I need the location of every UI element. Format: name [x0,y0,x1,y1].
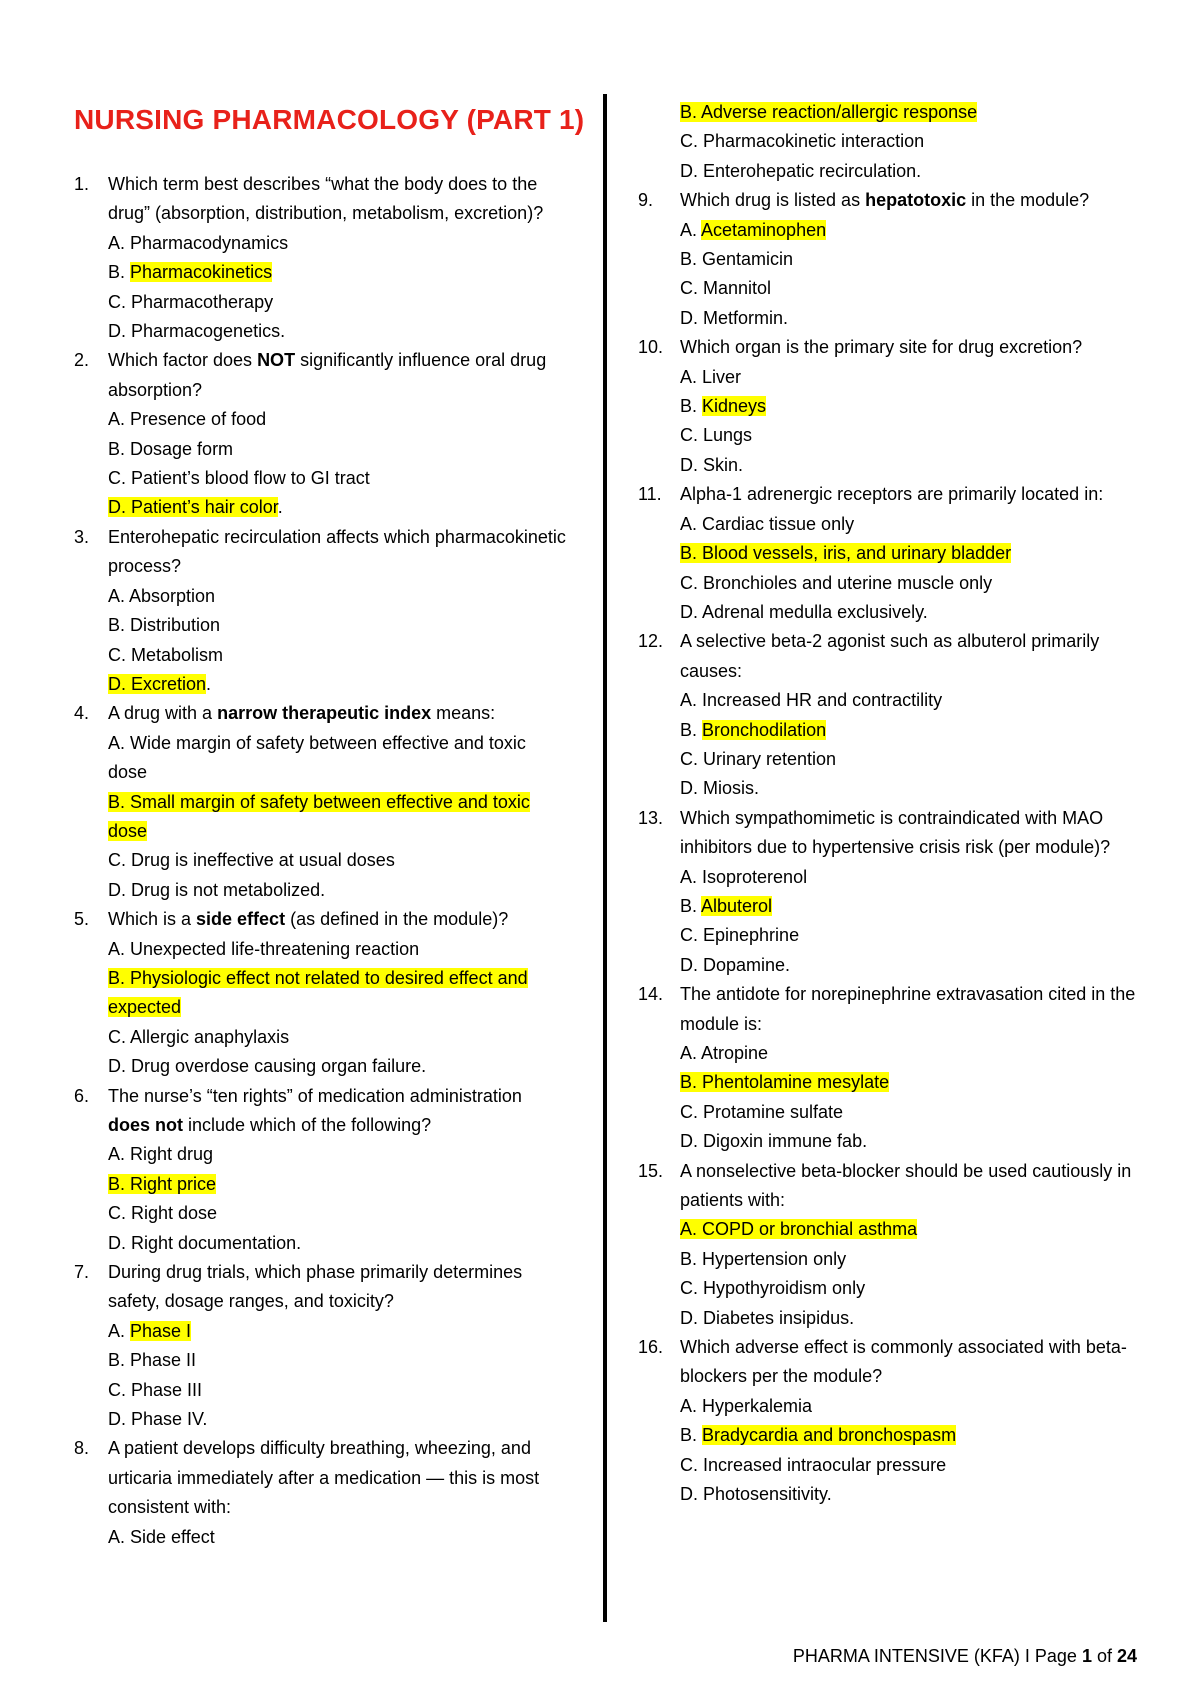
question-item [74,346,566,522]
option-text: D. Digoxin immune fab. [680,1131,868,1152]
stem-text: A nonselective beta-blocker should be used cautiously in patients with: [680,1160,1132,1211]
stem-emphasis: side effect [196,909,286,930]
question-list-left [74,170,566,1552]
answer-option [108,670,566,699]
option-text: C. Metabolism [108,644,224,665]
option-text: A. Pharmacodynamics [108,232,289,253]
option-text: B. [680,719,703,740]
stem-emphasis: narrow therapeutic index [217,703,432,724]
stem-text: include which of the following? [183,1115,432,1135]
option-text: B. Dosage form [108,438,234,459]
question-stem [108,523,566,582]
question-item [74,170,566,346]
option-text: D. Metformin. [680,307,789,328]
question-item [74,699,566,905]
question-stem [108,1258,566,1317]
answer-option [108,288,566,317]
option-text: C. Increased intraocular pressure [680,1454,947,1475]
answer-option [680,951,1144,980]
question-item [638,186,1144,333]
option-text: C. Allergic anaphylaxis [108,1026,290,1047]
option-text: A. Unexpected life-threatening reaction [108,938,420,959]
question-number: 5. [74,909,90,930]
column-divider [603,94,607,1622]
answer-option [108,1170,566,1199]
answer-option [108,846,566,875]
question-stem [680,804,1144,863]
correct-answer-highlight: Albuterol [701,895,773,916]
answer-option [680,1421,1144,1450]
option-text: A. Wide margin of safety between effective and toxic dose [108,732,526,783]
answer-option [680,127,1144,156]
correct-answer-highlight: B. Right price [108,1173,217,1194]
correct-answer-highlight: Bradycardia and bronchospasm [702,1425,957,1446]
footer-page-total: 24 [1116,1646,1137,1666]
question-stem [108,1434,566,1522]
stem-text: A selective beta-2 agonist such as albuterol primarily causes: [680,631,1100,681]
answer-option [680,686,1144,715]
correct-answer-highlight: Kidneys [702,396,767,417]
question-number: 7. [74,1262,90,1283]
answer-option [680,451,1144,480]
answer-option [680,1304,1144,1333]
answer-option [108,405,566,434]
continued-options [680,98,1144,186]
stem-text: Which sympathomimetic is contraindicated with MAO inhibitors due to hypertensive crisis risk (per module)? [680,807,1111,858]
question-number: 1. [74,174,90,194]
question-number: 9. [638,190,654,211]
correct-answer-highlight: B. Phentolamine mesylate [680,1072,890,1093]
question-number: 13. [638,807,664,828]
option-text: D. Adrenal medulla exclusively. [680,601,928,622]
answer-option [108,464,566,493]
answer-option [108,876,566,905]
correct-answer-highlight: Acetaminophen [701,219,827,240]
answer-option [108,435,566,464]
answer-option [680,274,1144,303]
answer-option [108,935,566,964]
answer-option [108,1140,566,1169]
answer-option [680,1068,1144,1097]
answer-option [680,421,1144,450]
stem-text: Which adverse effect is commonly associated with beta-blockers per the module? [680,1337,1127,1387]
option-text: A. Isoproterenol [680,866,808,887]
question-item [638,333,1144,480]
answer-option [108,1023,566,1052]
question-item [638,480,1144,627]
answer-option [680,745,1144,774]
question-number: 12. [638,631,664,652]
question-list-right [638,186,1144,1509]
option-text: C. Phase III [108,1379,203,1400]
stem-text: During drug trials, which phase primarily determines safety, dosage ranges, and toxicity? [108,1262,523,1312]
answer-option [680,1392,1144,1421]
option-text: A. Atropine [680,1043,769,1063]
page-title: NURSING PHARMACOLOGY (PART 1) [74,104,585,135]
stem-text: A drug with a [108,703,218,724]
option-text: A. Liver [680,366,742,387]
question-stem [680,627,1144,686]
answer-option [108,1052,566,1081]
question-stem [680,186,1144,215]
question-stem [108,699,566,728]
option-text: D. Dopamine. [680,954,791,975]
question-stem [108,346,566,405]
option-text: B. Gentamicin [680,249,794,270]
stem-text: Enterohepatic recirculation affects which pharmacokinetic process? [108,526,566,577]
option-text: D. Miosis. [680,778,760,799]
answer-option [108,641,566,670]
option-text: A. Cardiac tissue only [680,513,855,534]
stem-text: Which is a [108,909,197,930]
answer-option [680,1098,1144,1127]
option-text: C. Mannitol [680,278,772,299]
question-number: 4. [74,703,90,724]
correct-answer-highlight: B. Adverse reaction/allergic response [680,102,978,122]
question-stem [108,170,566,229]
stem-text: Which drug is listed as [680,190,866,211]
option-text: A. [108,1320,131,1341]
answer-option [680,363,1144,392]
stem-text: A patient develops difficulty breathing, wheezing, and urticaria immediately after a medication — this is most consistent with: [108,1438,540,1518]
correct-answer-highlight: Phase I [130,1320,192,1341]
correct-answer-highlight: B. Small margin of safety between effective and toxic dose [108,791,530,841]
footer-prefix: PHARMA INTENSIVE (KFA) I Page [792,1646,1082,1666]
answer-option [108,1199,566,1228]
question-number: 2. [74,350,90,371]
question-item [638,1157,1144,1333]
footer-page-number: 1 [1081,1646,1092,1666]
stem-emphasis: hepatotoxic [865,190,967,211]
option-text: C. Patient’s blood flow to GI tract [108,468,370,489]
option-text: C. Pharmacokinetic interaction [680,131,925,152]
question-item [74,1434,566,1552]
option-text: C. Bronchioles and uterine muscle only [680,572,993,593]
answer-option [680,1127,1144,1156]
question-item [74,1258,566,1434]
question-stem [680,1157,1144,1216]
option-text: A. Side effect [108,1526,215,1547]
left-column [74,170,566,1552]
question-number: 6. [74,1085,90,1106]
question-stem [108,905,566,934]
stem-emphasis: NOT [257,350,296,371]
stem-text: Which term best describes “what the body does to the drug” (absorption, distribution, metabolism, excretion)? [108,174,544,224]
option-text: A. Hyperkalemia [680,1395,813,1416]
answer-option [680,598,1144,627]
answer-option [108,1317,566,1346]
answer-option [680,392,1144,421]
stem-text: means: [431,703,496,724]
answer-option [108,1376,566,1405]
question-stem [108,1082,566,1141]
stem-text: The antidote for norepinephrine extravasation cited in the module is: [680,984,1136,1034]
question-item [74,1082,566,1258]
option-text: B. [108,262,131,283]
right-column [638,98,1144,1510]
answer-option [108,788,566,847]
correct-answer-highlight: B. Blood vessels, iris, and urinary bladder [680,543,1012,564]
correct-answer-highlight: D. Patient’s hair color [108,497,278,518]
answer-option [108,229,566,258]
correct-answer-highlight: B. Physiologic effect not related to desired effect and expected [108,967,528,1018]
option-text: B. [680,895,702,916]
question-stem [680,333,1144,362]
option-text: C. Drug is ineffective at usual doses [108,850,395,871]
question-stem [680,1333,1144,1392]
stem-text: significantly influence oral drug absorption? [108,350,547,400]
stem-text: Which organ is the primary site for drug excretion? [680,337,1083,358]
question-number: 11. [638,484,662,505]
question-stem [680,480,1144,509]
option-text: D. Photosensitivity. [680,1484,832,1505]
answer-option [680,1480,1144,1509]
option-text: C. Protamine sulfate [680,1101,844,1122]
answer-option [108,493,566,522]
option-text: D. Enterohepatic recirculation. [680,160,922,181]
correct-answer-highlight: Bronchodilation [702,719,827,740]
answer-option [680,863,1144,892]
question-number: 10. [638,337,664,358]
option-text: C. Hypothyroidism only [680,1278,866,1299]
option-text: A. Increased HR and contractility [680,690,943,711]
correct-answer-highlight: D. Excretion [108,673,207,694]
stem-text: The nurse’s “ten rights” of medication administration [108,1085,522,1106]
correct-answer-highlight: Pharmacokinetics [130,262,273,283]
question-stem [680,980,1144,1039]
question-number: 3. [74,526,90,547]
option-text: D. Right documentation. [108,1232,302,1253]
answer-option [680,1451,1144,1480]
answer-option [108,258,566,287]
answer-option [680,1274,1144,1303]
answer-option [680,539,1144,568]
option-tail: . [206,673,212,694]
question-item [638,980,1144,1156]
option-text: A. [680,219,702,240]
answer-option [680,304,1144,333]
option-text: B. Hypertension only [680,1248,847,1269]
correct-answer-highlight: A. COPD or bronchial asthma [680,1219,918,1240]
question-item [74,523,566,699]
answer-option [680,157,1144,186]
question-number: 14. [638,984,664,1005]
answer-option [680,569,1144,598]
option-tail: . [277,497,283,518]
answer-option [680,1215,1144,1244]
answer-option [680,716,1144,745]
answer-option [680,1245,1144,1274]
question-item [74,905,566,1081]
answer-option [680,98,1144,127]
option-text: C. Epinephrine [680,925,800,946]
question-number: 15. [638,1160,664,1181]
question-item [638,1333,1144,1509]
option-text: C. Lungs [680,425,753,446]
option-text: C. Right dose [108,1203,218,1224]
option-text: D. Phase IV. [108,1409,208,1430]
option-text: A. Right drug [108,1144,214,1165]
answer-option [680,892,1144,921]
answer-option [108,1405,566,1434]
question-8-continued [644,98,1144,186]
option-text: D. Diabetes insipidus. [680,1307,855,1328]
option-text: A. Absorption [108,585,216,606]
answer-option [108,1346,566,1375]
question-item [638,804,1144,980]
answer-option [108,1229,566,1258]
answer-option [108,729,566,788]
answer-option [680,510,1144,539]
option-text: B. Distribution [108,615,221,636]
stem-text: (as defined in the module)? [285,909,509,930]
answer-option [108,964,566,1023]
option-text: B. Phase II [108,1350,197,1371]
page-footer [793,1646,1137,1667]
answer-option [680,921,1144,950]
footer-of: of [1091,1646,1117,1666]
answer-option [108,611,566,640]
option-text: D. Pharmacogenetics. [108,321,286,342]
option-text: B. [680,396,703,417]
option-text: A. Presence of food [108,409,267,430]
stem-text: Which factor does [108,350,258,371]
stem-text: Alpha-1 adrenergic receptors are primarily located in: [680,484,1104,505]
option-text: B. [680,1425,703,1446]
stem-emphasis: does not [108,1115,183,1135]
question-number: 8. [74,1438,90,1459]
answer-option [108,1523,566,1552]
option-text: D. Drug overdose causing organ failure. [108,1056,427,1077]
option-text: D. Drug is not metabolized. [108,879,326,900]
answer-option [108,582,566,611]
answer-option [680,245,1144,274]
answer-option [108,317,566,346]
option-text: C. Urinary retention [680,748,837,769]
answer-option [680,216,1144,245]
option-text: C. Pharmacotherapy [108,291,274,312]
stem-text: in the module? [966,190,1090,211]
answer-option [680,1039,1144,1068]
question-number: 16. [638,1337,664,1358]
question-item [638,627,1144,803]
answer-option [680,774,1144,803]
option-text: D. Skin. [680,454,744,475]
